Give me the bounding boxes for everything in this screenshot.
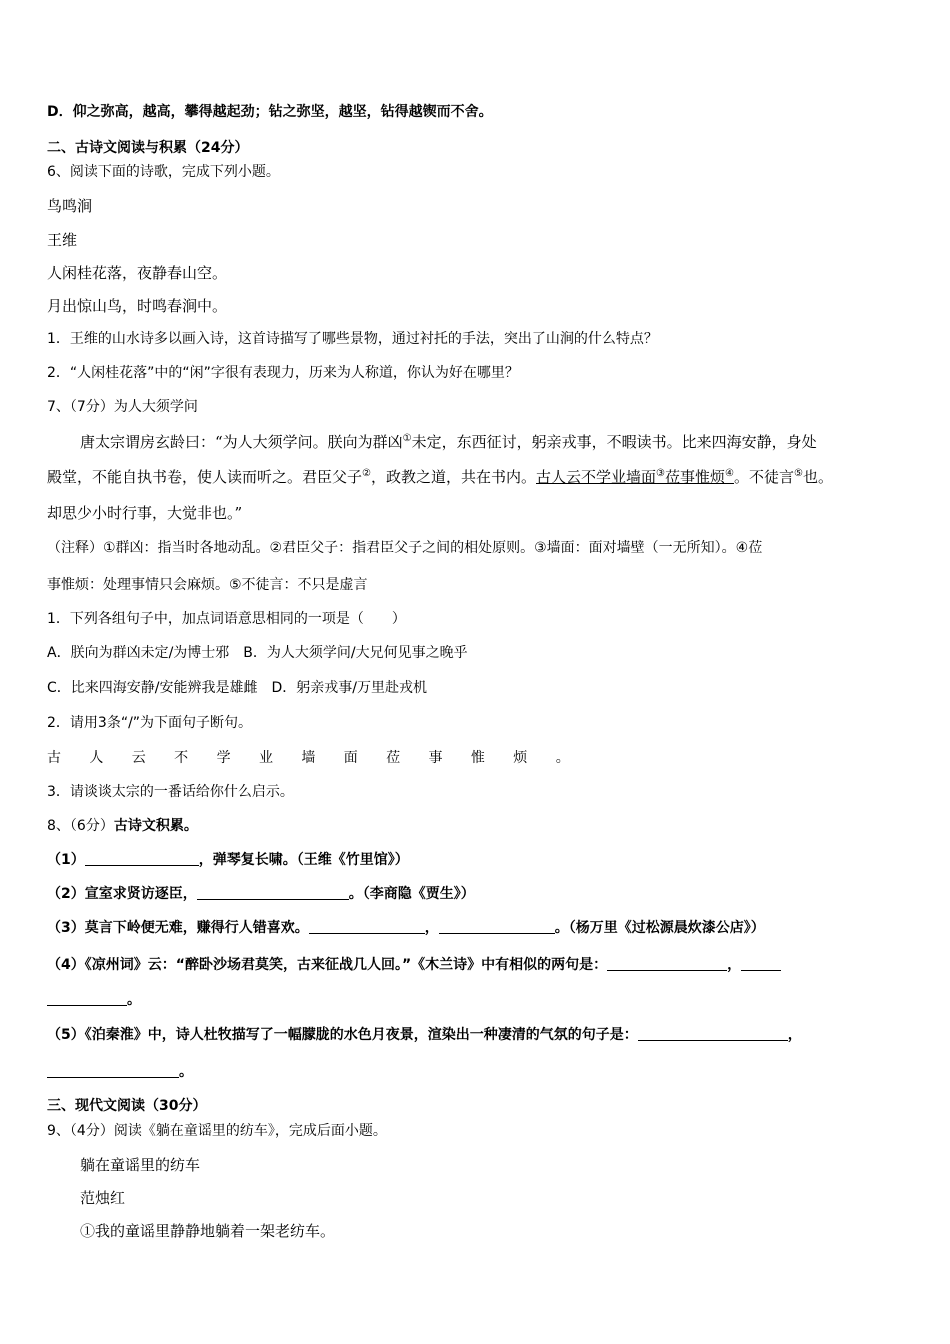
q7-options-ab: A．朕向为群凶未定/为博士邪 B．为人大须学问/大兄何见事之晚乎 [47,645,468,661]
q7-note-line-1: （注释）①群凶：指当时各地动乱。②君臣父子：指君臣父子之间的相处原则。③墙面：面对墙壁（一无所知）。④莅 [47,540,763,556]
sentence-char: 莅 [386,750,401,766]
answer-blank[interactable] [309,919,425,934]
sentence-char: 古 [47,750,61,766]
q9-header: 9、（4分）阅读《躺在童谣里的纺车》，完成后面小题。 [47,1123,387,1139]
sentence-char: 烦 [513,750,528,766]
q8-item-4-continued: 。 [47,990,910,1010]
q8-item-1: （1） ，弹琴复长啸。（王维《竹里馆》） [47,852,409,868]
sentence-char: 事 [428,750,443,766]
sentence-char: 惟 [470,750,485,766]
sentence-char: 墙 [301,750,316,766]
q9-article-author: 范烛红 [80,1189,126,1207]
q5-option-d: D．仰之弥高，越高，攀得越起劲；钻之弥坚，越坚，钻得越锲而不舍。 [47,104,493,120]
q6-sub-1: 1．王维的山水诗多以画入诗，这首诗描写了哪些景物，通过衬托的手法，突出了山涧的什么特点？ [47,331,658,347]
answer-blank[interactable] [638,1026,788,1041]
section-2-title: 二、古诗文阅读与积累（24分） [47,140,249,156]
underlined-sentence: 古人云不学业墙面③莅事惟烦④ [536,468,734,486]
q8-item-3: （3）莫言下岭便无难，赚得行人错喜欢。 ， 。（杨万里《过松源晨炊漆公店》） [47,920,765,936]
answer-blank[interactable] [741,956,781,971]
sentence-char: 学 [216,750,231,766]
q7-passage-line-2: 殿堂，不能自执书卷，使人读而听之。君臣父子②，政教之道，共在书内。古人云不学业墙面③莅事惟烦④。不徒言⑤也。 [47,468,833,486]
q8-item-2: （2）宣室求贤访逐臣， 。（李商隐《贾生》） [47,886,475,902]
poem-line-1: 人闲桂花落，夜静春山空。 [47,264,228,282]
sentence-char: 。 [555,750,570,766]
q7-passage-line-1: 唐太宗谓房玄龄曰：“为人大须学问。朕向为群凶①未定，东西征讨，躬亲戎事，不暇读书。比来四海安静，身处 [80,433,817,451]
q7-sub-3: 3．请谈谈太宗的一番话给你什么启示。 [47,784,294,800]
answer-blank[interactable] [439,919,555,934]
poem-title: 鸟鸣涧 [47,197,93,215]
q7-options-cd: C．比来四海安静/安能辨我是雄雌 D．躬亲戎事/万里赴戎机 [47,680,427,696]
q7-header: 7、（7分）为人大须学问 [47,399,198,415]
section-3-title: 三、现代文阅读（30分） [47,1098,207,1114]
answer-blank[interactable] [85,851,199,866]
q7-note-line-2: 事惟烦：处理事情只会麻烦。⑤不徒言：不只是虚言 [47,577,368,593]
q8-item-5-continued: 。 [47,1062,910,1082]
sentence-char: 人 [89,750,104,766]
sentence-char: 面 [343,750,358,766]
answer-blank[interactable] [47,991,127,1006]
poem-author: 王维 [47,231,78,249]
sentence-char: 业 [258,750,273,766]
sentence-char: 不 [174,750,189,766]
q9-article-title: 躺在童谣里的纺车 [80,1156,201,1174]
q6-intro: 6、阅读下面的诗歌，完成下列小题。 [47,164,280,180]
answer-blank[interactable] [197,885,349,900]
q7-sentence-to-punctuate [47,748,910,768]
answer-blank[interactable] [607,956,727,971]
answer-blank[interactable] [47,1063,179,1078]
q6-sub-2: 2．“人闲桂花落”中的“闲”字很有表现力，历来为人称道，你认为好在哪里？ [47,365,519,381]
q8-item-4: （4）《凉州词》云：“醉卧沙场君莫笑，古来征战几人回。”《木兰诗》中有相似的两句是： ， [47,955,910,975]
q7-sub-2: 2．请用3条“/”为下面句子断句。 [47,715,253,731]
sentence-char: 云 [131,750,146,766]
poem-line-2: 月出惊山鸟，时鸣春涧中。 [47,297,228,315]
q7-passage-line-3: 却思少小时行事，大觉非也。” [47,504,243,522]
q8-header: 8、（6分）古诗文积累。 [47,818,198,834]
q7-sub-1: 1．下列各组句子中，加点词语意思相同的一项是（ ） [47,611,406,627]
q9-article-para-1: ①我的童谣里静静地躺着一架老纺车。 [80,1222,336,1240]
q8-item-5: （5）《泊秦淮》中，诗人杜牧描写了一幅朦胧的水色月夜景，渲染出一种凄清的气氛的句子是： ， [47,1027,802,1043]
